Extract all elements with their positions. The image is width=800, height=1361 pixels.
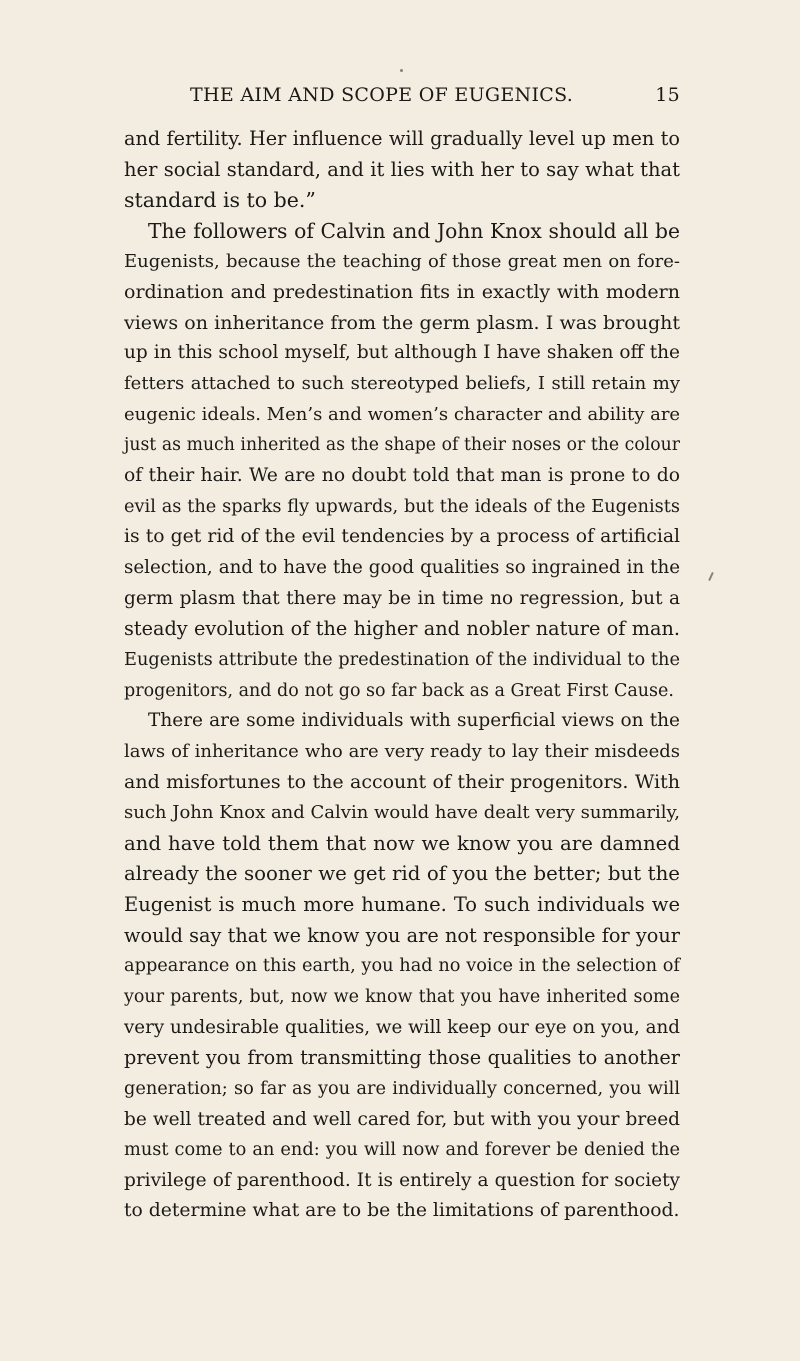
text-line: privilege of parenthood. It is entirely a question for society: [124, 1169, 680, 1191]
text-line: steady evolution of the higher and nobler nature of man.: [124, 617, 680, 641]
text-line: very undesirable qualities, we will keep our eye on you, and: [124, 1016, 680, 1038]
text-line: germ plasm that there may be in time no regression, but a: [124, 587, 680, 609]
text-line: and fertility. Her influence will gradually level up men to: [124, 127, 680, 150]
text-line: laws of inheritance who are very ready to lay their misdeeds: [124, 740, 680, 762]
text-line: of their hair. We are no doubt told that man is prone to do: [124, 465, 680, 487]
text-line: such John Knox and Calvin would have dealt very summarily,: [124, 802, 680, 824]
text-line: Eugenist is much more humane. To such individuals we: [124, 893, 680, 917]
text-line: generation; so far as you are individually concerned, you will: [124, 1078, 680, 1099]
text-line: evil as the sparks fly upwards, but the ideals of the Eugenists: [124, 496, 680, 517]
text-line: standard is to be.”: [124, 188, 316, 213]
text-line: your parents, but, now we know that you have inherited some: [124, 986, 680, 1007]
text-line: already the sooner we get rid of you the better; but the: [124, 862, 680, 886]
text-line: her social standard, and it lies with her to say what that: [124, 157, 680, 181]
text-line: must come to an end: you will now and forever be denied the: [124, 1140, 680, 1161]
text-line: and misfortunes to the account of their progenitors. With: [124, 771, 680, 794]
text-line: ordination and predestination fits in exactly with modern: [124, 281, 680, 304]
running-header: [124, 84, 680, 114]
text-line: would say that we know you are not responsible for your: [124, 923, 680, 947]
text-line: and have told them that now we know you are damned: [124, 831, 680, 855]
body-text: [124, 124, 680, 1227]
page-number: 15: [655, 84, 680, 106]
text-line: be well treated and well cared for, but with you your breed: [124, 1108, 680, 1130]
text-line: prevent you from transmitting those qualities to another: [124, 1046, 680, 1070]
text-line: up in this school myself, but although I have shaken off the: [124, 342, 680, 364]
text-line: progenitors, and do not go so far back as a Great First Cause.: [124, 680, 674, 701]
text-line: appearance on this earth, you had no voice in the selection of: [124, 956, 680, 977]
text-line: fetters attached to such stereotyped beliefs, I still retain my: [124, 373, 680, 395]
text-line: eugenic ideals. Men’s and women’s character and ability are: [124, 403, 681, 425]
text-line: just as much inherited as the shape of their noses or the colour: [124, 435, 680, 456]
text-line: is to get rid of the evil tendencies by a process of artificial: [124, 526, 680, 548]
text-line: Eugenists attribute the predestination of the individual to the: [124, 649, 680, 670]
running-title: THE AIM AND SCOPE OF EUGENICS.: [190, 84, 574, 106]
margin-mark: [708, 572, 714, 581]
text-line: views on inheritance from the germ plasm. I was brought: [124, 311, 680, 334]
text-line: There are some individuals with superficial views on the: [148, 710, 680, 732]
text-line: The followers of Calvin and John Knox should all be: [148, 218, 680, 243]
text-line: Eugenists, because the teaching of those great men on fore-: [124, 250, 680, 272]
text-line: selection, and to have the good qualities so ingrained in the: [124, 556, 680, 578]
ink-speck: [400, 69, 403, 72]
text-line: to determine what are to be the limitations of parenthood.: [124, 1200, 680, 1222]
